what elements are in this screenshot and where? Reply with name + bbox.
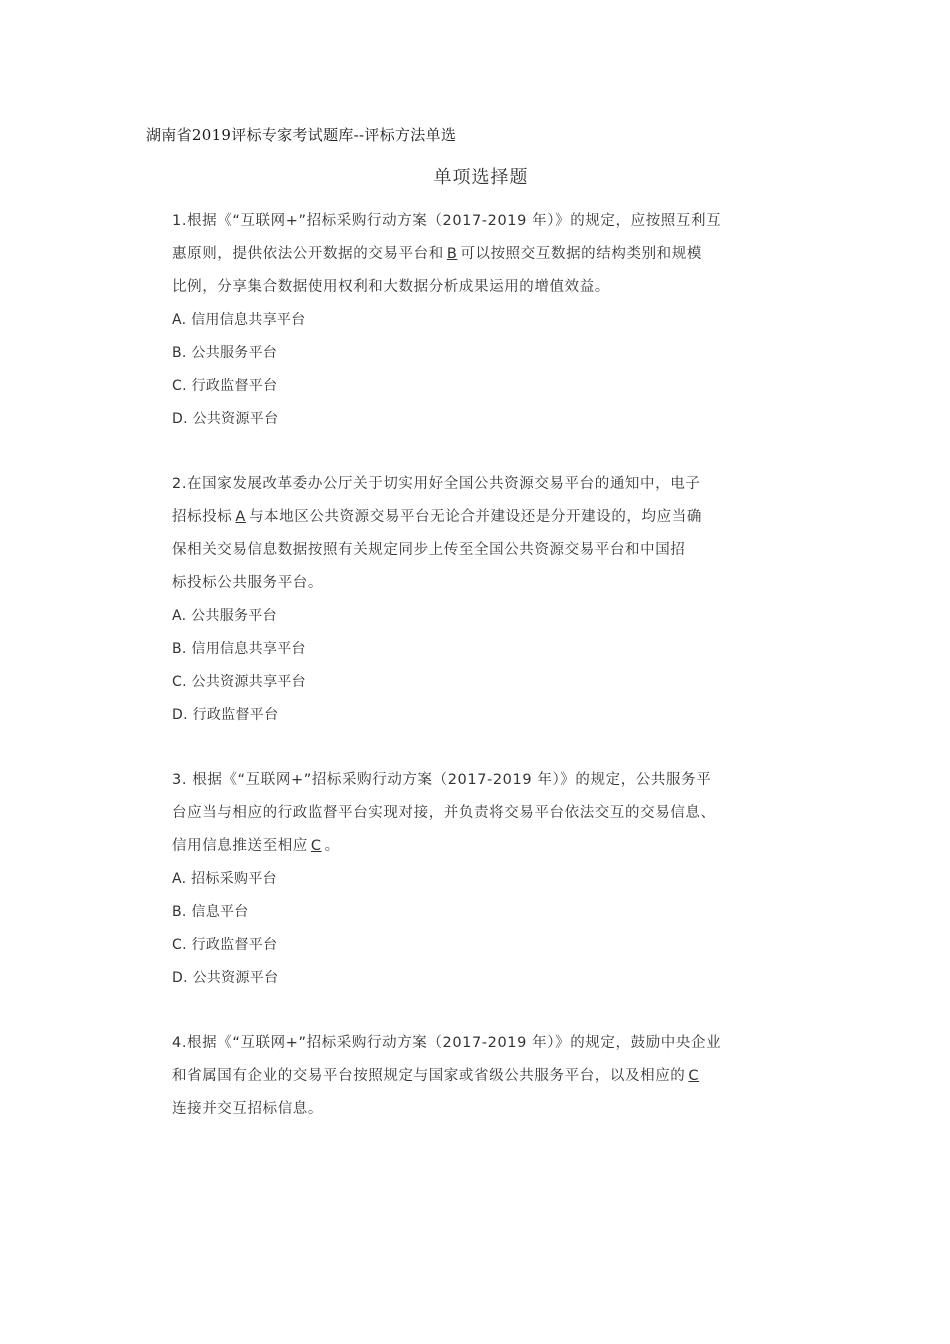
stem-text: 招标投标 — [172, 509, 233, 525]
question-stem-line — [172, 797, 772, 830]
question-list — [172, 205, 772, 1126]
question-stem-line — [172, 764, 772, 797]
question-stem-line — [172, 271, 772, 304]
stem-text: 标投标公共服务平台。 — [172, 575, 323, 591]
stem-text: 与本地区公共资源交易平台无论合并建设还是分开建设的，均应当确 — [248, 509, 702, 525]
question-stem-line — [172, 567, 772, 600]
option-item: B. 信息平台 — [172, 904, 249, 920]
answer-blank: C — [688, 1068, 700, 1084]
stem-text: 可以按照交互数据的结构类别和规模 — [460, 246, 702, 262]
section-heading: 单项选择题 — [433, 167, 529, 188]
stem-text: 台应当与相应的行政监督平台实现对接，并负责将交易平台依法交互的交易信息、 — [172, 805, 716, 821]
answer-blank: B — [446, 246, 458, 262]
question-spacer — [172, 995, 772, 1027]
stem-text: 2.在国家发展改革委办公厅关于切实用好全国公共资源交易平台的通知中，电子 — [172, 476, 701, 492]
stem-text: 1.根据《“互联网+”招标采购行动方案（2017-2019 年）》的规定，应按照互利互 — [172, 213, 722, 229]
stem-text: 惠原则，提供依法公开数据的交易平台和 — [172, 246, 444, 262]
question-block — [172, 764, 772, 995]
stem-text: 。 — [324, 838, 340, 854]
question-spacer — [172, 436, 772, 468]
question-stem-line — [172, 1060, 772, 1093]
question-stem-line — [172, 501, 772, 534]
question-block — [172, 468, 772, 732]
question-stem-line — [172, 1027, 772, 1060]
question-stem-line — [172, 534, 772, 567]
option-item: C. 公共资源共享平台 — [172, 674, 306, 690]
stem-text: 比例，分享集合数据使用权利和大数据分析成果运用的增值效益。 — [172, 279, 610, 295]
answer-blank: A — [235, 509, 246, 525]
option-item: A. 信用信息共享平台 — [172, 312, 306, 328]
question-stem-line — [172, 830, 772, 863]
answer-blank: C — [310, 838, 322, 854]
option-item: C. 行政监督平台 — [172, 937, 278, 953]
option-item: A. 公共服务平台 — [172, 608, 277, 624]
stem-text: 3. 根据《“互联网+”招标采购行动方案（2017-2019 年）》的规定，公共服务平 — [172, 772, 712, 788]
document-title: 湖南省2019评标专家考试题库--评标方法单选 — [146, 126, 457, 144]
question-block — [172, 205, 772, 436]
question-stem-line — [172, 238, 772, 271]
stem-text: 连接并交互招标信息。 — [172, 1101, 323, 1117]
stem-text: 和省属国有企业的交易平台按照规定与国家或省级公共服务平台，以及相应的 — [172, 1068, 686, 1084]
question-stem-line — [172, 468, 772, 501]
stem-text: 4.根据《“互联网+”招标采购行动方案（2017-2019 年）》的规定，鼓励中央企业 — [172, 1035, 722, 1051]
option-item: D. 公共资源平台 — [172, 411, 279, 427]
option-item: B. 公共服务平台 — [172, 345, 278, 361]
question-stem-line — [172, 205, 772, 238]
option-item: D. 行政监督平台 — [172, 707, 279, 723]
option-item: C. 行政监督平台 — [172, 378, 278, 394]
option-item: B. 信用信息共享平台 — [172, 641, 306, 657]
question-stem-line — [172, 1093, 772, 1126]
stem-text: 信用信息推送至相应 — [172, 838, 308, 854]
question-spacer — [172, 732, 772, 764]
question-block — [172, 1027, 772, 1126]
option-item: D. 公共资源平台 — [172, 970, 279, 986]
stem-text: 保相关交易信息数据按照有关规定同步上传至全国公共资源交易平台和中国招 — [172, 542, 686, 558]
option-item: A. 招标采购平台 — [172, 871, 277, 887]
